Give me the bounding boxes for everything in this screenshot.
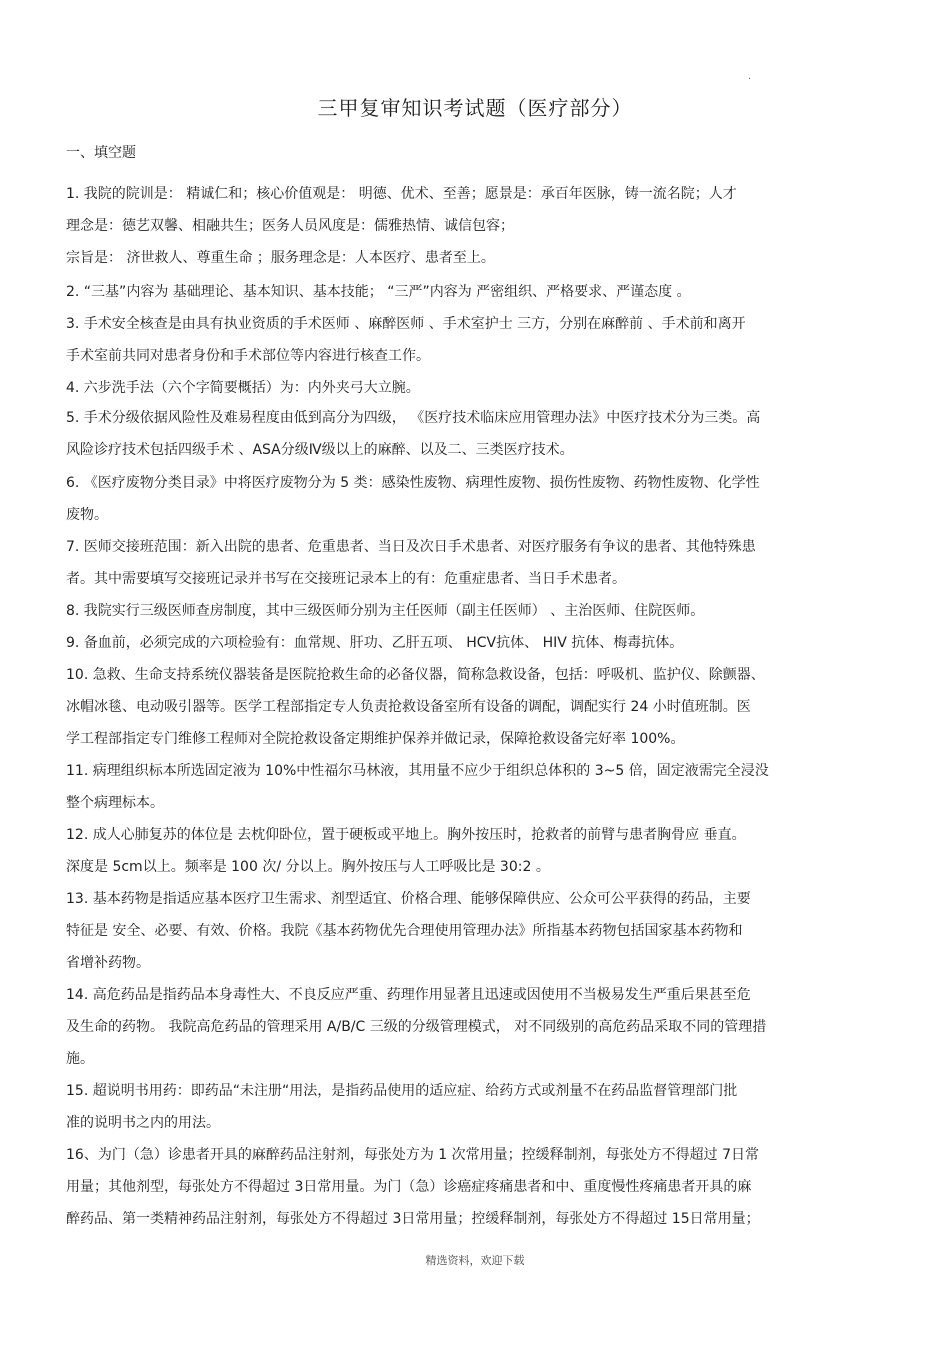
text-line: 15. 超说明书用药：即药品“未注册“用法，是指药品使用的适应症、给药方式或剂量不在药品监督管理部门批 — [66, 1083, 738, 1099]
text-line: 11. 病理组织标本所选固定液为 10%中性福尔马林液，其用量不应少于组织总体积的 3~5 倍，固定液需完全浸没 — [66, 763, 769, 779]
text-line: 16、为门（急）诊患者开具的麻醉药品注射剂，每张处方为 1 次常用量；控缓释制剂，每张处方不得超过 7日常 — [66, 1147, 759, 1163]
text-line: 理念是：德艺双馨、相融共生；医务人员风度是：儒雅热情、诚信包容； — [66, 218, 514, 234]
text-line: 整个病理标本。 — [66, 795, 164, 811]
text-line: 10. 急救、生命支持系统仪器装备是医院抢救生命的必备仪器，简称急救设备，包括：呼吸机、监护仪、除颤器、 — [66, 667, 765, 683]
text-line: 风险诊疗技术包括四级手术 、ASA分级Ⅳ级以上的麻醉、以及二、三类医疗技术。 — [66, 442, 574, 458]
text-line: 者。其中需要填写交接班记录并书写在交接班记录本上的有：危重症患者、当日手术患者。 — [66, 571, 626, 587]
text-line: 13. 基本药物是指适应基本医疗卫生需求、剂型适宜、价格合理、能够保障供应、公众可公平获得的药品，主要 — [66, 891, 751, 907]
text-line: 冰帽冰毯、电动吸引器等。医学工程部指定专人负责抢救设备室所有设备的调配，调配实行 24 小时值班制。医 — [66, 699, 751, 715]
text-line: 特征是 安全、必要、有效、价格。我院《基本药物优先合理使用管理办法》所指基本药物包括国家基本药物和 — [66, 923, 743, 939]
text-line: 手术室前共同对患者身份和手术部位等内容进行核查工作。 — [66, 348, 430, 364]
section-title: 一、填空题 — [66, 145, 136, 161]
text-line: 及生命的药物。 我院高危药品的管理采用 A/B/C 三级的分级管理模式， 对不同级别的高危药品采取不同的管理措 — [66, 1019, 767, 1035]
text-line: 3. 手术安全核查是由具有执业资质的手术医师 、麻醉医师 、手术室护士 三方，分别在麻醉前 、手术前和离开 — [66, 316, 746, 332]
text-line: 醉药品、第一类精神药品注射剂，每张处方不得超过 3日常用量；控缓释制剂，每张处方不得超过 15日常用量； — [66, 1211, 760, 1227]
text-line: 9. 备血前，必须完成的六项检验有：血常规、肝功、乙肝五项、 HCV抗体、 HIV 抗体、梅毒抗体。 — [66, 635, 684, 651]
text-line: 5. 手术分级依据风险性及难易程度由低到高分为四级， 《医疗技术临床应用管理办法》中医疗技术分为三类。高 — [66, 410, 761, 426]
page-title: 三甲复审知识考试题（医疗部分） — [317, 96, 633, 120]
text-line: 废物。 — [66, 507, 108, 523]
text-line: 学工程部指定专门维修工程师对全院抢救设备定期维护保养并做记录，保障抢救设备完好率 100%。 — [66, 731, 685, 747]
text-line: 2. “三基”内容为 基础理论、基本知识、基本技能； “三严”内容为 严密组织、严格要求、严谨态度 。 — [66, 284, 691, 300]
text-line: 省增补药物。 — [66, 955, 150, 971]
text-line: 1. 我院的院训是： 精诚仁和；核心价值观是： 明德、优术、至善；愿景是：承百年医脉，铸一流名院；人才 — [66, 186, 737, 202]
text-line: 8. 我院实行三级医师查房制度，其中三级医师分别为主任医师（副主任医师） 、主治医师、住院医师。 — [66, 603, 705, 619]
header-mark: · — [748, 74, 752, 85]
text-line: 12. 成人心肺复苏的体位是 去枕仰卧位，置于硬板或平地上。胸外按压时，抢救者的前臂与患者胸骨应 垂直。 — [66, 827, 746, 843]
text-line: 宗旨是： 济世救人、尊重生命 ；服务理念是：人本医疗、患者至上。 — [66, 250, 495, 266]
text-line: 准的说明书之内的用法。 — [66, 1115, 220, 1131]
text-line: 6. 《医疗废物分类目录》中将医疗废物分为 5 类：感染性废物、病理性废物、损伤性废物、药物性废物、化学性 — [66, 475, 760, 491]
text-line: 14. 高危药品是指药品本身毒性大、不良反应严重、药理作用显著且迅速或因使用不当极易发生严重后果甚至危 — [66, 987, 751, 1003]
text-line: 用量；其他剂型，每张处方不得超过 3日常用量。为门（急）诊癌症疼痛患者和中、重度慢性疼痛患者开具的麻 — [66, 1179, 752, 1195]
text-line: 4. 六步洗手法（六个字简要概括）为：内外夹弓大立腕。 — [66, 380, 420, 396]
page-footer: 精选资料，欢迎下载 — [425, 1254, 525, 1267]
text-line: 7. 医师交接班范围：新入出院的患者、危重患者、当日及次日手术患者、对医疗服务有争议的患者、其他特殊患 — [66, 539, 756, 555]
text-line: 深度是 5cm以上。频率是 100 次/ 分以上。胸外按压与人工呼吸比是 30:2 。 — [66, 859, 550, 875]
text-line: 施。 — [66, 1051, 94, 1067]
